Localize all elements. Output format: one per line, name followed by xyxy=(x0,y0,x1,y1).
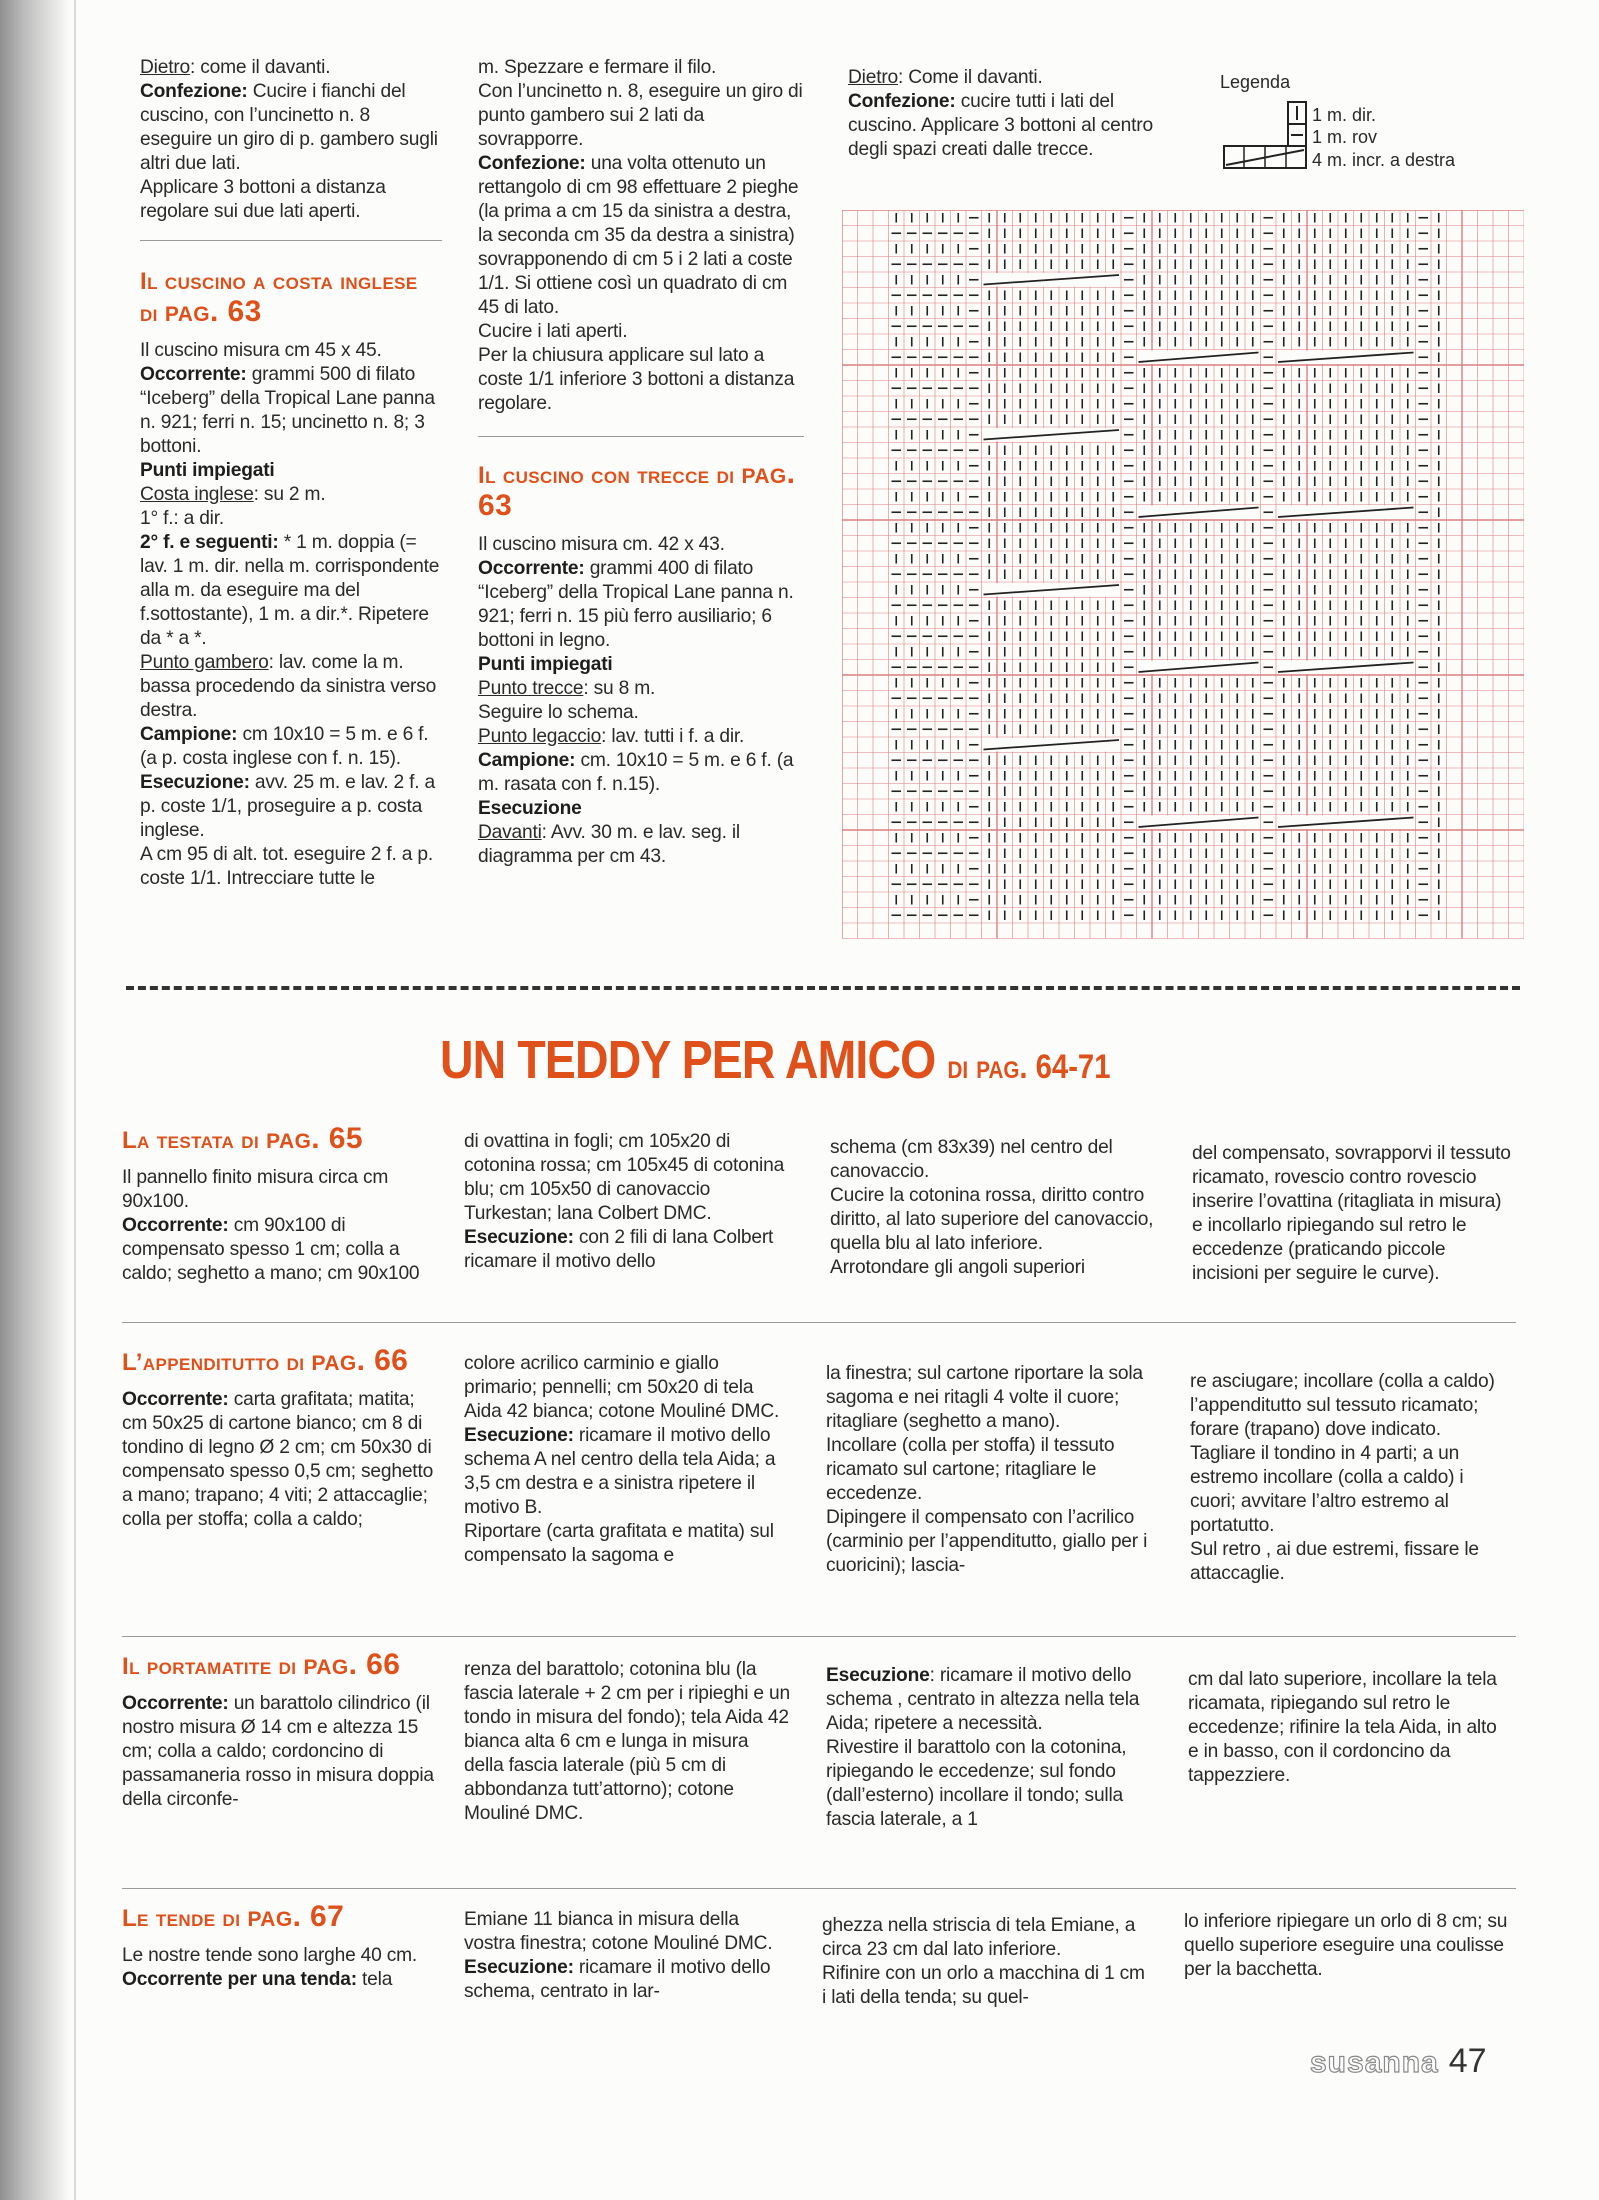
misura-text: Il cuscino misura cm. 42 x 43. xyxy=(478,534,725,555)
tende-col-2 xyxy=(464,1908,790,2004)
portamatite-cordoncino: cm dal lato superiore, incollare la tela ricamata, ripiegando sul retro le eccedenze; rifinire la tela Aida, in alto e in basso, con il cordoncino da tappezziere. xyxy=(1188,1669,1497,1786)
testata-col-2 xyxy=(464,1130,790,1274)
portamatite-rivestire: Rivestire il barattolo con la cotonina, ripiegando le eccedenze; sul fondo (dall’esterno) incollare il tondo; sulla fascia laterale, a 1 xyxy=(826,1737,1127,1830)
testata-arrotondare: Arrotondare gli angoli superiori xyxy=(830,1257,1085,1278)
testata-col-4 xyxy=(1192,1142,1516,1286)
section-heading-testata: La testata di pag. 65 xyxy=(122,1122,363,1155)
testata-col-1 xyxy=(122,1124,434,1286)
confezione-paragraph: Confezione: cucire tutti i lati del cuscino. Applicare 3 bottoni al centro degli spazi creati dalle trecce. xyxy=(848,91,1153,160)
tende-orlo: lo inferiore ripiegare un orlo di 8 cm; su quello superiore eseguire una coulisse per la bacchetta. xyxy=(1184,1911,1508,1980)
portamatite-col-1 xyxy=(122,1650,434,1812)
tende-col-1 xyxy=(122,1902,434,1992)
occorrente-paragraph: Occorrente: grammi 500 di filato “Iceberg” della Tropical Lane panna n. 921; ferri n. 15; uncinetto n. 8; 3 bottoni. xyxy=(140,364,435,457)
second-row-paragraph: 2° f. e seguenti: * 1 m. doppia (= lav. 1 m. dir. nella m. corrispondente alla m. da eseguire ma del f.sottostante), 1 m. a dir.*. Ripetere da * a *. xyxy=(140,532,440,649)
costa-inglese-paragraph: Costa inglese: su 2 m. xyxy=(140,484,326,505)
esecuzione-paragraph: Esecuzione: avv. 25 m. e lav. 2 f. a p. coste 1/1, proseguire a p. costa inglese. xyxy=(140,772,435,841)
esecuzione-continued: A cm 95 di alt. tot. eseguire 2 f. a p. coste 1/1. Intrecciare tutte le xyxy=(140,844,433,889)
gambero-paragraph: Punto gambero: lav. come la m. bassa procedendo da sinistra verso destra. xyxy=(140,652,437,721)
section-heading-costa-inglese: Il cuscino a costa inglese di pag. 63 xyxy=(140,268,418,328)
appenditutto-tondino: Tagliare il tondino in 4 parti; a un estremo incollare (colla a caldo) i cuori; avvitare l’altro estremo al portatutto. xyxy=(1190,1443,1464,1536)
continued-text: m. Spezzare e fermare il filo. xyxy=(478,57,717,78)
dietro-paragraph: Dietro: come il davanti. xyxy=(140,57,331,78)
tende-larghezza-striscia: ghezza nella striscia di tela Emiane, a circa 23 cm dal lato inferiore. xyxy=(822,1915,1136,1960)
main-title: UN TEDDY PER AMICO di pag. 64-71 xyxy=(440,1030,1111,1090)
punti-heading: Punti impiegati xyxy=(140,460,275,481)
schema-text: Seguire lo schema. xyxy=(478,702,639,723)
page-number: 47 xyxy=(1448,2042,1487,2080)
tende-larghezza: Le nostre tende sono larghe 40 cm. xyxy=(122,1945,418,1966)
top-column-2 xyxy=(478,56,804,869)
portamatite-materials: renza del barattolo; cotonina blu (la fascia laterale + 2 cm per i ripieghi e un tondo in misura del fondo); tela Aida 42 bianca alta 6 cm e lunga in misura della fascia laterale (più 5 cm di abbondanza tutt’attorno); cotone Mouliné DMC. xyxy=(464,1659,790,1824)
section-divider xyxy=(122,1636,1516,1637)
legend-item-incr: 4 m. incr. a destra xyxy=(1312,150,1456,170)
knitting-chart-grid xyxy=(842,210,1524,950)
testata-misura: Il pannello finito misura circa cm 90x100. xyxy=(122,1167,389,1212)
appenditutto-asciugare: re asciugare; incollare (colla a caldo) l’appenditutto sul tessuto ricamato; forare (trapano) dove indicato. xyxy=(1190,1371,1495,1440)
testata-materials: di ovattina in fogli; cm 105x20 di cotonina rossa; cm 105x45 di cotonina blu; cm 105x50 di canovaccio Turkestan; lana Colbert DMC. xyxy=(464,1131,785,1224)
top-column-3 xyxy=(848,66,1170,162)
campione-paragraph: Campione: cm. 10x10 = 5 m. e 6 f. (a m. rasata con f. n.15). xyxy=(478,750,794,795)
legend-item-rov: 1 m. rov xyxy=(1312,127,1378,147)
appenditutto-riportare: Riportare (carta grafitata e matita) sul compensato la sagoma e xyxy=(464,1521,774,1566)
davanti-paragraph: Davanti: Avv. 30 m. e lav. seg. il diagramma per cm 43. xyxy=(478,822,740,867)
section-divider xyxy=(122,1322,1516,1323)
portamatite-col-3 xyxy=(826,1664,1148,1832)
column-rule xyxy=(478,436,804,437)
first-row-text: 1° f.: a dir. xyxy=(140,508,224,529)
section-heading-trecce: Il cuscino con trecce di pag. 63 xyxy=(478,457,796,522)
appenditutto-incollare: Incollare (colla per stoffa) il tessuto ricamato sul cartone; ritagliare le eccedenze. xyxy=(826,1435,1115,1504)
cucire-text: Cucire i lati aperti. xyxy=(478,321,628,342)
appenditutto-attaccaglie: Sul retro , ai due estremi, fissare le attaccaglie. xyxy=(1190,1539,1479,1584)
campione-paragraph: Campione: cm 10x10 = 5 m. e 6 f. (a p. costa inglese con f. n. 15). xyxy=(140,724,429,769)
appenditutto-col-2 xyxy=(464,1352,790,1568)
tende-col-3 xyxy=(822,1914,1152,2010)
testata-schema: schema (cm 83x39) nel centro del canovaccio. xyxy=(830,1137,1113,1182)
bottoni-paragraph: Applicare 3 bottoni a distanza regolare sui due lati aperti. xyxy=(140,177,386,222)
testata-occorrente: Occorrente: cm 90x100 di compensato spesso 1 cm; colla a caldo; seghetto a mano; cm 90x100 xyxy=(122,1215,420,1284)
column-rule xyxy=(140,240,442,241)
binding-shadow xyxy=(0,0,70,2200)
tende-rifinire: Rifinire con un orlo a macchina di 1 cm i lati della tenda; su quel- xyxy=(822,1963,1145,2008)
misura-text: Il cuscino misura cm 45 x 45. xyxy=(140,340,382,361)
testata-esecuzione: Esecuzione: con 2 fili di lana Colbert ricamare il motivo dello xyxy=(464,1227,774,1272)
portamatite-occorrente: Occorrente: un barattolo cilindrico (il nostro misura Ø 14 cm e altezza 15 cm; colla a caldo; cordoncino di passamaneria rosso in misura doppia della circonfe- xyxy=(122,1693,434,1810)
dashed-separator xyxy=(126,986,1520,990)
appenditutto-col-1 xyxy=(122,1346,434,1532)
appenditutto-dipingere: Dipingere il compensato con l’acrilico (carminio per l’appenditutto, giallo per i cuoricini); lascia- xyxy=(826,1507,1148,1576)
knitting-chart xyxy=(842,210,1524,950)
portamatite-col-2 xyxy=(464,1658,790,1826)
binding-edge xyxy=(74,0,76,2200)
gambero-instructions: Con l’uncinetto n. 8, eseguire un giro di punto gambero sui 2 lati da sovrapporre. xyxy=(478,81,803,150)
appenditutto-finestra: la finestra; sul cartone riportare la sola sagoma e nei ritagli 4 volte il cuore; ritagliare (seghetto a mano). xyxy=(826,1363,1143,1432)
dietro-paragraph: Dietro: Come il davanti. xyxy=(848,67,1043,88)
section-heading-appenditutto: L’appenditutto di pag. 66 xyxy=(122,1344,409,1377)
legend-item-dir: 1 m. dir. xyxy=(1312,105,1377,125)
appenditutto-materials: colore acrilico carminio e giallo primario; pennelli; cm 50x20 di tela Aida 42 bianca; cotone Mouliné DMC. xyxy=(464,1353,780,1422)
confezione-paragraph: Confezione: una volta ottenuto un rettangolo di cm 98 effettuare 2 pieghe (la prima a cm 15 da sinistra a destra, la seconda cm 35 da destra a sinistra) sovrapponendo di cm 5 i 2 lati a coste 1/1. Si ottiene così un quadrato di cm 45 di lato. xyxy=(478,153,799,318)
appenditutto-col-3 xyxy=(826,1362,1156,1578)
magazine-logo: susanna xyxy=(1310,2046,1439,2079)
testata-col-3 xyxy=(830,1136,1156,1280)
section-heading-portamatite: Il portamatite di pag. 66 xyxy=(122,1648,401,1681)
portamatite-col-4 xyxy=(1188,1668,1510,1788)
top-column-1 xyxy=(140,56,442,891)
confezione-paragraph: Confezione: Cucire i fianchi del cuscino, con l’uncinetto n. 8 eseguire un giro di p. gambero sugli altri due lati. xyxy=(140,81,438,174)
occorrente-paragraph: Occorrente: grammi 400 di filato “Iceberg” della Tropical Lane panna n. 921; ferri n. 15 più ferro ausiliario; 6 bottoni in legno. xyxy=(478,558,794,651)
tende-esecuzione: Esecuzione: ricamare il motivo dello schema, centrato in lar- xyxy=(464,1957,771,2002)
tende-occorrente: Occorrente per una tenda: tela xyxy=(122,1969,393,1990)
esecuzione-heading: Esecuzione xyxy=(478,798,582,819)
appenditutto-col-4 xyxy=(1190,1370,1510,1586)
punti-heading: Punti impiegati xyxy=(478,654,613,675)
trecce-paragraph: Punto trecce: su 8 m. xyxy=(478,678,656,699)
appenditutto-occorrente: Occorrente: carta grafitata; matita; cm 50x25 di cartone bianco; cm 8 di tondino di legno Ø 2 cm; cm 50x30 di compensato spesso 0,5 cm; seghetto a mano; trapano; 4 viti; 2 attaccaglie; colla per stoffa; colla a caldo; xyxy=(122,1389,434,1530)
legend-title: Legenda xyxy=(1220,72,1291,92)
legend xyxy=(1220,70,1500,180)
section-divider xyxy=(122,1888,1516,1889)
portamatite-esecuzione: Esecuzione: ricamare il motivo dello schema , centrato in altezza nella tela Aida; ripetere a necessità. xyxy=(826,1665,1140,1734)
section-heading-tende: Le tende di pag. 67 xyxy=(122,1900,345,1933)
chiusura-text: Per la chiusura applicare sul lato a coste 1/1 inferiore 3 bottoni a distanza regolare. xyxy=(478,345,795,414)
legend-symbols xyxy=(1220,70,1312,180)
testata-compensato: del compensato, sovrapporvi il tessuto ricamato, rovescio contro rovescio inserire l’ovattina (ritagliata in misura) e incollarlo ripiegando sul retro le eccedenze (praticando piccole incisioni per seguire le curve). xyxy=(1192,1143,1511,1284)
appenditutto-esecuzione: Esecuzione: ricamare il motivo dello schema A nel centro della tela Aida; a 3,5 cm destra e a sinistra ripetere il motivo B. xyxy=(464,1425,776,1518)
page-footer xyxy=(1310,2042,1487,2081)
tende-materials: Emiane 11 bianca in misura della vostra finestra; cotone Mouliné DMC. xyxy=(464,1909,773,1954)
testata-cucire: Cucire la cotonina rossa, diritto contro diritto, al lato superiore del canovaccio, quella blu al lato inferiore. xyxy=(830,1185,1154,1254)
tende-col-4 xyxy=(1184,1910,1510,1982)
legaccio-paragraph: Punto legaccio: lav. tutti i f. a dir. xyxy=(478,726,745,747)
